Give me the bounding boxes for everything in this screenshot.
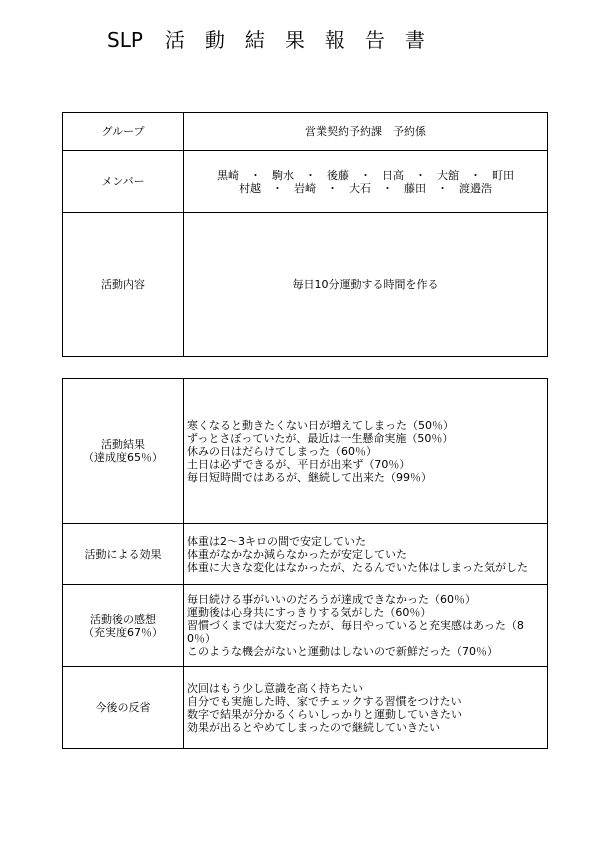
activity-value: 毎日10分運動する時間を作る	[184, 213, 548, 357]
reflection-label: 今後の反省	[63, 667, 184, 749]
impression-line: 習慣づくまでは大変だったが、毎日やっていると充実感はあった（80％）	[187, 619, 524, 645]
members-row	[63, 151, 548, 213]
reflection-content	[184, 667, 548, 749]
title-latin: SLP	[107, 28, 143, 52]
impression-line: このような機会がないと運動はしないので新鮮だった（70％）	[187, 645, 498, 658]
title-char: 告	[364, 28, 385, 52]
reflection-line: 自分でも実施した時、家でチェックする習慣をつけたい	[187, 694, 462, 708]
title-char: 果	[284, 28, 305, 52]
group-label: グループ	[63, 113, 184, 151]
impression-line: 毎日続ける事がいいのだろうが達成できなかった（60％）	[187, 593, 476, 606]
title-char: 報	[324, 28, 345, 52]
info-table	[62, 112, 548, 357]
impression-label-line: （充実度67％）	[83, 625, 163, 639]
result-label	[63, 379, 184, 524]
title-char: 活	[164, 28, 185, 52]
effect-row	[63, 524, 548, 585]
result-line: 寒くなると動きたくない日が増えてしまった（50％）	[187, 418, 454, 432]
reflection-line: 効果が出るとやめてしまったので継続していきたい	[187, 720, 440, 734]
result-row	[63, 379, 548, 524]
effect-line: 体重がなかなか減らなかったが安定していた	[187, 547, 407, 561]
document-title	[107, 24, 425, 53]
result-content	[184, 379, 548, 524]
activity-label: 活動内容	[63, 213, 184, 357]
effect-line: 体重は2～3キロの間で安定していた	[187, 534, 366, 548]
result-line: 毎日短時間ではあるが、継続して出来た（99％）	[187, 470, 432, 484]
impression-label	[63, 585, 184, 667]
impression-label-line: 活動後の感想	[90, 612, 156, 626]
result-label-line: 活動結果	[101, 438, 145, 451]
reflection-line: 数字で結果が分かるくらいしっかりと運動していきたい	[187, 707, 462, 721]
reflection-line: 次回はもう少し意識を高く持ちたい	[187, 681, 363, 695]
result-line: 休みの日はだらけてしまった（60％）	[187, 444, 377, 458]
effect-label: 活動による効果	[63, 524, 184, 585]
impression-line: 運動後は心身共にすっきりする気がした（60％）	[187, 606, 432, 619]
impression-content	[184, 585, 548, 667]
impression-row	[63, 585, 548, 667]
results-table	[62, 378, 548, 749]
group-row	[63, 113, 548, 151]
members-line: 黒崎 ・ 駒水 ・ 後藤 ・ 日高 ・ 大舘 ・ 町田	[217, 168, 514, 182]
title-char: 結	[244, 28, 265, 52]
result-label-line: （達成度65％）	[83, 451, 163, 464]
group-value: 営業契約予約課 予約係	[184, 113, 548, 151]
reflection-row	[63, 667, 548, 749]
effect-content	[184, 524, 548, 585]
result-line: ずっとさぼっていたが、最近は一生懸命実施（50％）	[187, 431, 454, 445]
title-char: 書	[404, 28, 425, 52]
result-line: 土日は必ずできるが、平日が出来ず（70％）	[187, 457, 411, 471]
members-label: メンバー	[63, 151, 184, 213]
members-value	[184, 151, 548, 213]
title-char: 動	[204, 28, 225, 52]
effect-line: 体重に大きな変化はなかったが、たるんでいた体はしまった気がした	[187, 560, 528, 574]
members-line: 村越 ・ 岩崎 ・ 大石 ・ 藤田 ・ 渡邉浩	[239, 181, 492, 195]
activity-row	[63, 213, 548, 357]
